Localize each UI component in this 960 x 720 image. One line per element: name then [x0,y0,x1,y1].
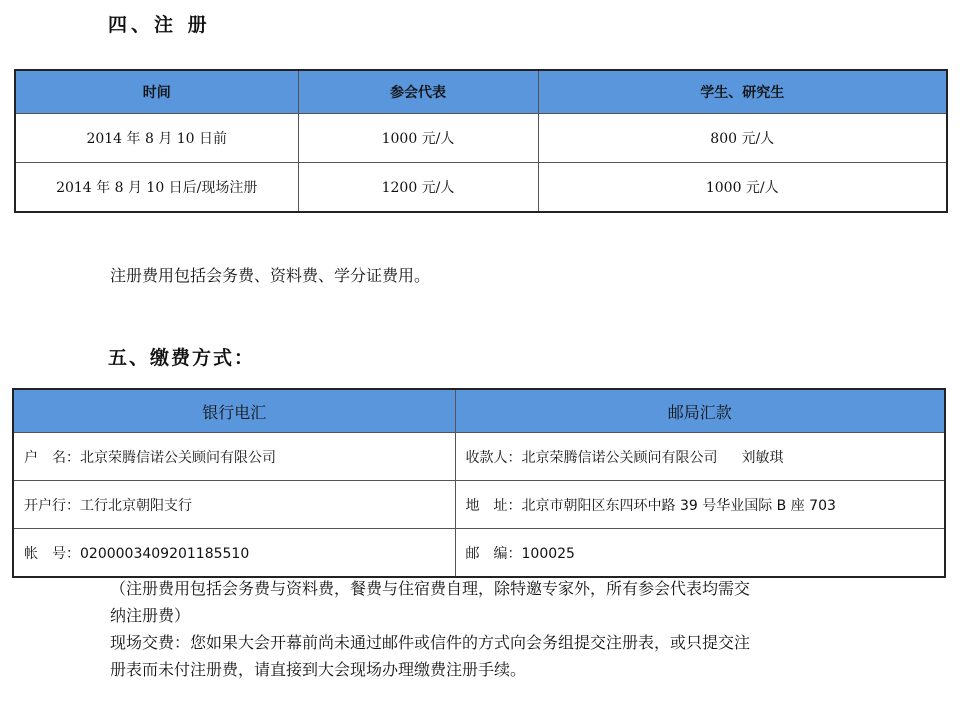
account-name-cell: 户 名：北京荣腾信诺公关顾问有限公司 [13,433,455,481]
payment-note-line: （注册费用包括会务费与资料费，餐费与住宿费自理，除特邀专家外，所有参会代表均需交 [110,579,751,598]
payment-method-table [12,388,946,578]
table-header-row [15,70,947,114]
payment-note-line: 册表而未付注册费，请直接到大会现场办理缴费注册手续。 [110,660,527,679]
header-bank-transfer: 银行电汇 [13,389,455,433]
registration-fee-table [14,69,948,213]
table-row [13,529,945,578]
cell-time: 2014 年 8 月 10 日前 [15,114,298,163]
table-row [15,163,947,213]
section-5-heading: 五、缴费方式： [108,347,256,369]
header-postal-remittance: 邮局汇款 [455,389,945,433]
cell-student-fee: 800 元/人 [538,114,947,163]
payment-note-line: 现场交费：您如果大会开幕前尚未通过邮件或信件的方式向会务组提交注册表，或只提交注 [110,633,751,652]
section-4-heading: 四、注 册 [108,14,211,36]
header-time: 时间 [15,70,298,114]
table-row [15,114,947,163]
cell-student-fee: 1000 元/人 [538,163,947,213]
cell-time: 2014 年 8 月 10 日后/现场注册 [15,163,298,213]
payee-person: 刘敏琪 [741,449,784,466]
header-student: 学生、研究生 [538,70,947,114]
table-row [13,481,945,529]
payee-cell: 收款人：北京荣腾信诺公关顾问有限公司 刘敏琪 [455,433,945,481]
account-number-cell: 帐 号：0200003409201185510 [13,529,455,578]
cell-delegate-fee: 1000 元/人 [298,114,538,163]
cell-delegate-fee: 1200 元/人 [298,163,538,213]
payment-note-line: 纳注册费） [110,606,191,625]
header-delegate: 参会代表 [298,70,538,114]
payment-notes [110,575,870,683]
registration-fee-note: 注册费用包括会务费、资料费、学分证费用。 [110,266,431,285]
address-cell: 地 址：北京市朝阳区东四环中路 39 号华业国际 B 座 703 [455,481,945,529]
bank-branch-cell: 开户行：工行北京朝阳支行 [13,481,455,529]
table-row [13,433,945,481]
table-header-row [13,389,945,433]
postcode-cell: 邮 编：100025 [455,529,945,578]
